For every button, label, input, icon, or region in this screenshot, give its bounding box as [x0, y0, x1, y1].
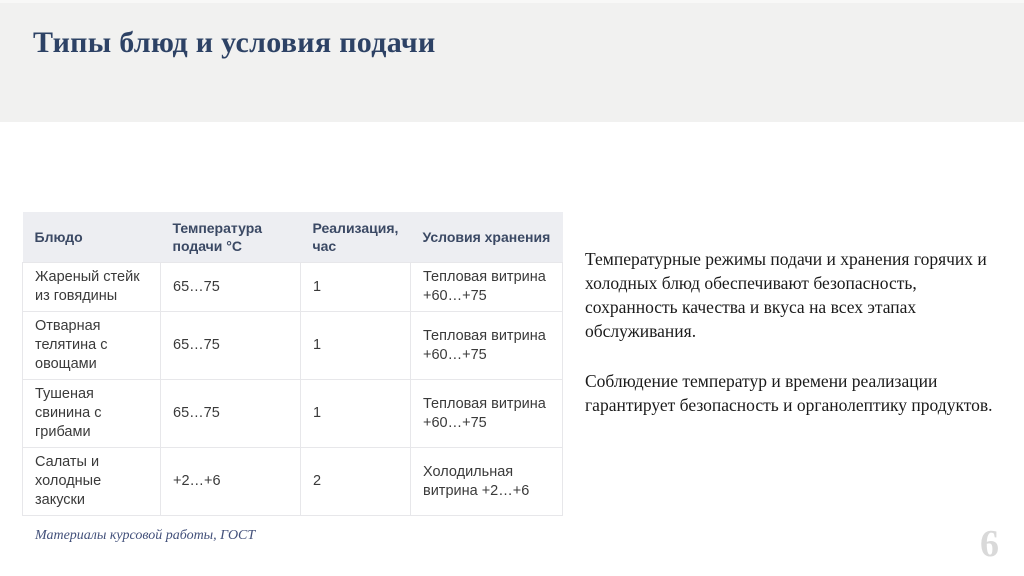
cell-realization-hours: 1 — [301, 312, 411, 380]
cell-serving-temp: 65…75 — [161, 380, 301, 448]
table-row — [23, 263, 563, 312]
cell-realization-hours: 1 — [301, 380, 411, 448]
cell-storage: Холодильная витрина +2…+6 — [411, 448, 563, 516]
column-header-storage: Условия хранения — [411, 212, 563, 263]
cell-serving-temp: 65…75 — [161, 263, 301, 312]
cell-dish: Тушеная свинина с грибами — [23, 380, 161, 448]
page-number: 6 — [980, 523, 999, 565]
slide-header-band — [0, 0, 1024, 122]
table-header-row — [23, 212, 563, 263]
column-header-serving-temp: Температура подачи °С — [161, 212, 301, 263]
cell-dish: Жареный стейк из говядины — [23, 263, 161, 312]
cell-realization-hours: 2 — [301, 448, 411, 516]
paragraph-temperature-regimes: Температурные режимы подачи и хранения горячих и холодных блюд обеспечивают безопасность, сохранность качества и вкуса на всех этапах обслуживания. — [585, 249, 987, 341]
column-header-realization-hours: Реализация, час — [301, 212, 411, 263]
table-row — [23, 312, 563, 380]
cell-dish: Отварная телятина с овощами — [23, 312, 161, 380]
cell-realization-hours: 1 — [301, 263, 411, 312]
table-row — [23, 380, 563, 448]
body-text-block — [585, 247, 1005, 417]
dishes-table — [22, 212, 563, 516]
cell-storage: Тепловая витрина +60…+75 — [411, 380, 563, 448]
cell-storage: Тепловая витрина +60…+75 — [411, 312, 563, 380]
cell-storage: Тепловая витрина +60…+75 — [411, 263, 563, 312]
cell-dish: Салаты и холодные закуски — [23, 448, 161, 516]
column-header-dish: Блюдо — [23, 212, 161, 263]
table-row — [23, 448, 563, 516]
slide-title: Типы блюд и условия подачи — [33, 26, 436, 59]
cell-serving-temp: +2…+6 — [161, 448, 301, 516]
paragraph-compliance: Соблюдение температур и времени реализации гарантирует безопасность и органолептику продуктов. — [585, 371, 993, 415]
cell-serving-temp: 65…75 — [161, 312, 301, 380]
footer-source: Материалы курсовой работы, ГОСТ — [35, 528, 256, 543]
